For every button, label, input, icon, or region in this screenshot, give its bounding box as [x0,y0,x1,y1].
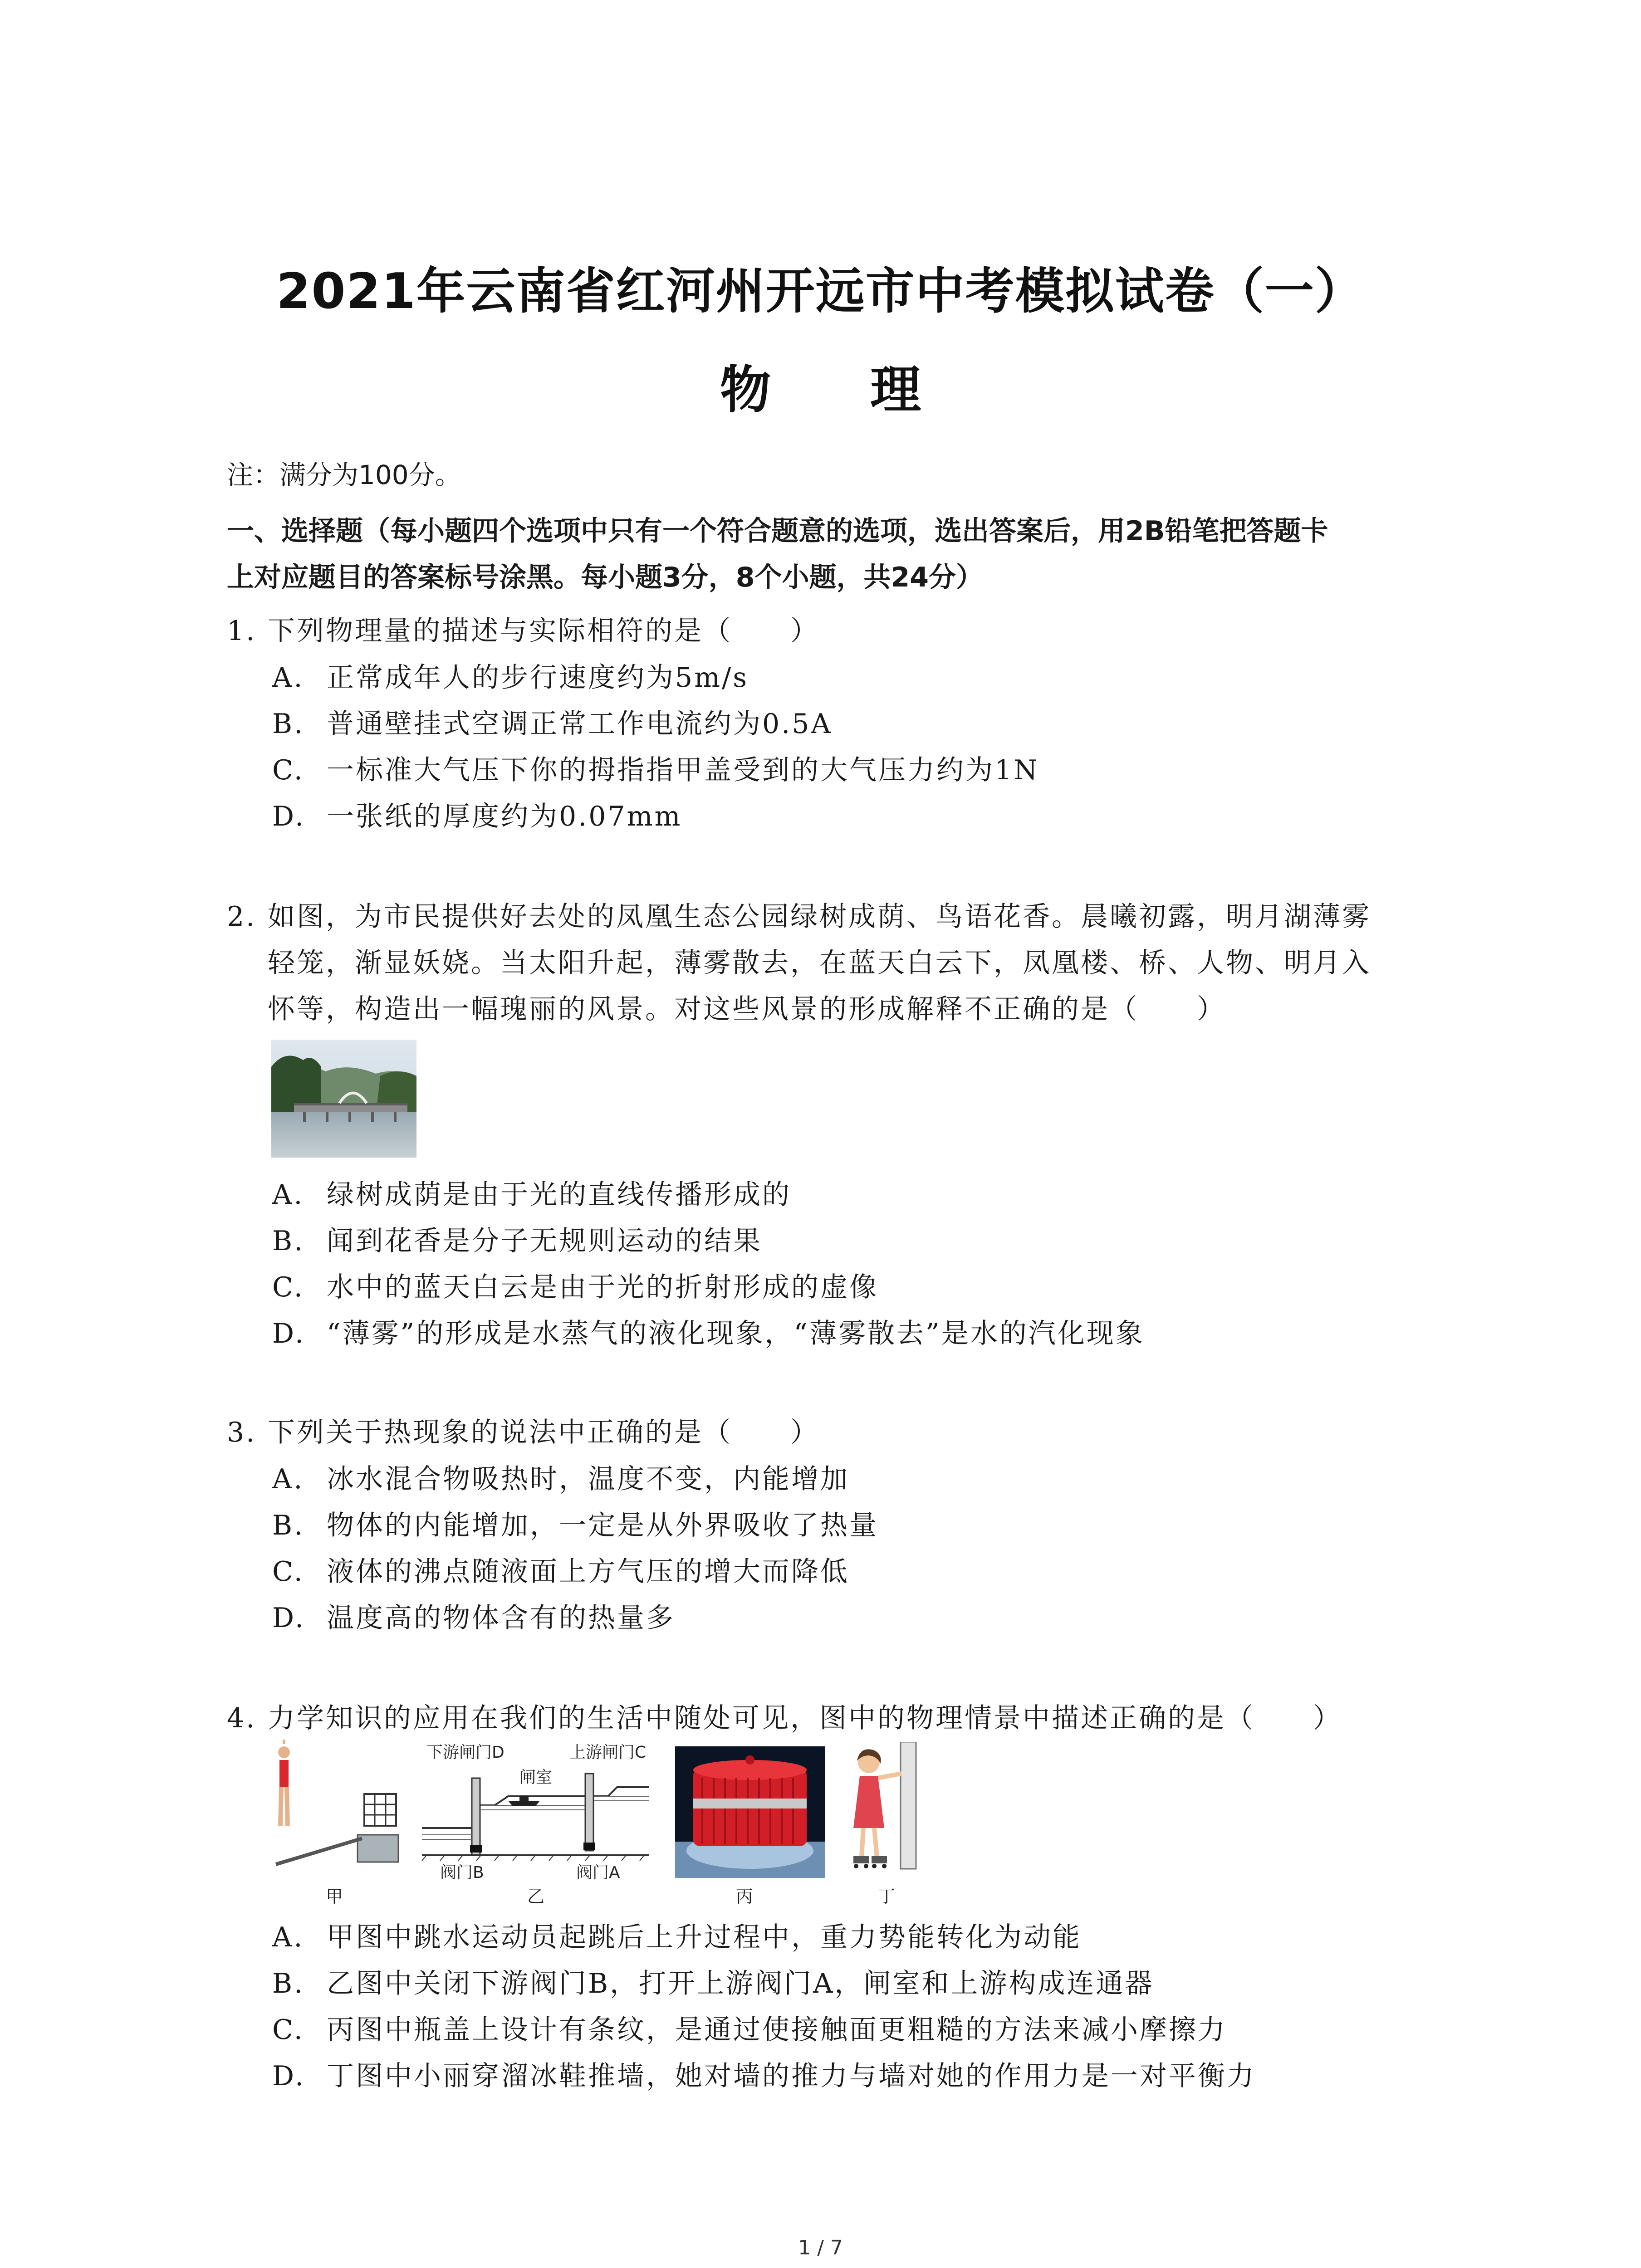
exam-title: 2021年云南省红河州开远市中考模拟试卷（一） [276,263,1365,320]
option-text: 一张纸的厚度约为0.07mm [327,801,682,832]
lock-label-upstream-gate: 上游闸门C [569,1743,647,1762]
option-2c [272,1264,878,1310]
option-4a [272,1914,1082,1960]
option-text: 乙图中关闭下游阀门B，打开上游阀门A，闸室和上游构成连通器 [327,1968,1154,1999]
option-1a [272,655,749,701]
question-stem: 力学知识的应用在我们的生活中随处可见，图中的物理情景中描述正确的是（ ） [268,1702,1342,1734]
question-number: 1. [227,615,257,647]
lock-label-valve-a: 阀门A [576,1863,620,1882]
caption-yi: 乙 [527,1887,545,1906]
option-label: C. [272,2014,304,2046]
option-3b [272,1502,878,1549]
option-text: 一标准大气压下你的拇指指甲盖受到的大气压力约为1N [327,754,1039,786]
option-label: D. [272,1602,306,1634]
option-3a [272,1456,849,1502]
question-2 [227,894,1461,1032]
option-1d [272,793,682,840]
park-photo [271,1040,416,1158]
lock-label-downstream-gate: 下游闸门D [426,1743,505,1762]
option-text: 温度高的物体含有的热量多 [327,1602,675,1634]
option-label: C. [272,754,304,786]
question-number: 2. [227,901,257,933]
caption-jia: 甲 [326,1887,343,1906]
option-text: 绿树成荫是由于光的直线传播形成的 [327,1179,791,1211]
page-number: 1 / 7 [798,2236,843,2259]
bottle-cap-figure [675,1746,825,1878]
question-stem-line-3: 怀等，构造出一幅瑰丽的风景。对这些风景的形成解释不正确的是（ ） [268,993,1226,1025]
option-label: C. [272,1271,304,1303]
option-text: 物体的内能增加，一定是从外界吸收了热量 [327,1510,878,1541]
section-heading [227,508,1452,601]
option-text: 闻到花香是分子无规则运动的结果 [327,1225,762,1257]
option-label: D. [272,2060,306,2092]
question-4 [227,1695,1461,1741]
option-4c [272,2007,1227,2053]
question-number: 3. [227,1417,257,1448]
question-stem: 下列关于热现象的说法中正确的是（ ） [268,1417,819,1448]
option-2a [272,1172,791,1218]
option-2d [272,1310,1145,1357]
score-note: 注：满分为100分。 [227,459,461,490]
option-text: 液体的沸点随液面上方气压的增大而降低 [327,1556,849,1588]
option-text: 甲图中跳水运动员起跳后上升过程中，重力势能转化为动能 [327,1921,1082,1953]
option-text: 丙图中瓶盖上设计有条纹，是通过使接触面更粗糙的方法来减小摩擦力 [327,2014,1227,2046]
question-number: 4. [227,1702,257,1734]
question-stem-line-2: 轻笼，渐显妖娆。当太阳升起，薄雾散去，在蓝天白云下，凤凰楼、桥、人物、明月入 [268,947,1371,979]
question-3 [227,1409,1461,1456]
option-text: 正常成年人的步行速度约为5m/s [327,662,749,694]
option-label: B. [272,1225,305,1257]
option-text: 普通壁挂式空调正常工作电流约为0.5A [327,708,833,740]
caption-ding: 丁 [878,1887,896,1906]
option-label: D. [272,801,306,832]
option-label: A. [272,1921,304,1953]
option-text: 冰水混合物吸热时，温度不变，内能增加 [327,1463,849,1495]
ship-lock-figure [417,1737,653,1882]
option-1b [272,701,833,747]
option-label: A. [272,1179,304,1211]
option-label: D. [272,1318,306,1349]
girl-pushing-wall-figure [837,1742,919,1878]
option-label: B. [272,1968,305,1999]
question-stem: 下列物理量的描述与实际相符的是（ ） [268,615,819,647]
section-heading-line-2: 上对应题目的答案标号涂黑。每小题3分，8个小题，共24分） [227,562,983,593]
option-text: 水中的蓝天白云是由于光的折射形成的虚像 [327,1271,878,1303]
question-stem-line-1: 如图，为市民提供好去处的凤凰生态公园绿树成荫、鸟语花香。晨曦初露，明月湖薄雾 [268,901,1371,933]
option-3d [272,1595,675,1641]
caption-bing: 丙 [736,1887,754,1906]
option-label: A. [272,1463,304,1495]
lock-label-chamber: 闸室 [519,1768,553,1787]
lock-label-valve-b: 阀门B [440,1863,484,1882]
section-heading-line-1: 一、选择题（每小题四个选项中只有一个符合题意的选项，选出答案后，用2B铅笔把答题卡 [227,515,1328,547]
option-3c [272,1549,849,1595]
option-1c [272,747,1039,793]
diver-figure [267,1740,403,1876]
option-label: A. [272,662,304,694]
option-text: “薄雾”的形成是水蒸气的液化现象，“薄雾散去”是水的汽化现象 [327,1318,1145,1349]
option-label: B. [272,1510,305,1541]
question-1 [227,608,1461,654]
option-4d [272,2053,1256,2099]
option-text: 丁图中小丽穿溜冰鞋推墙，她对墙的推力与墙对她的作用力是一对平衡力 [327,2060,1256,2092]
option-label: B. [272,708,305,740]
option-label: C. [272,1556,304,1588]
option-2b [272,1218,762,1264]
option-4b [272,1960,1154,2007]
subject-title: 物 理 [720,361,962,420]
